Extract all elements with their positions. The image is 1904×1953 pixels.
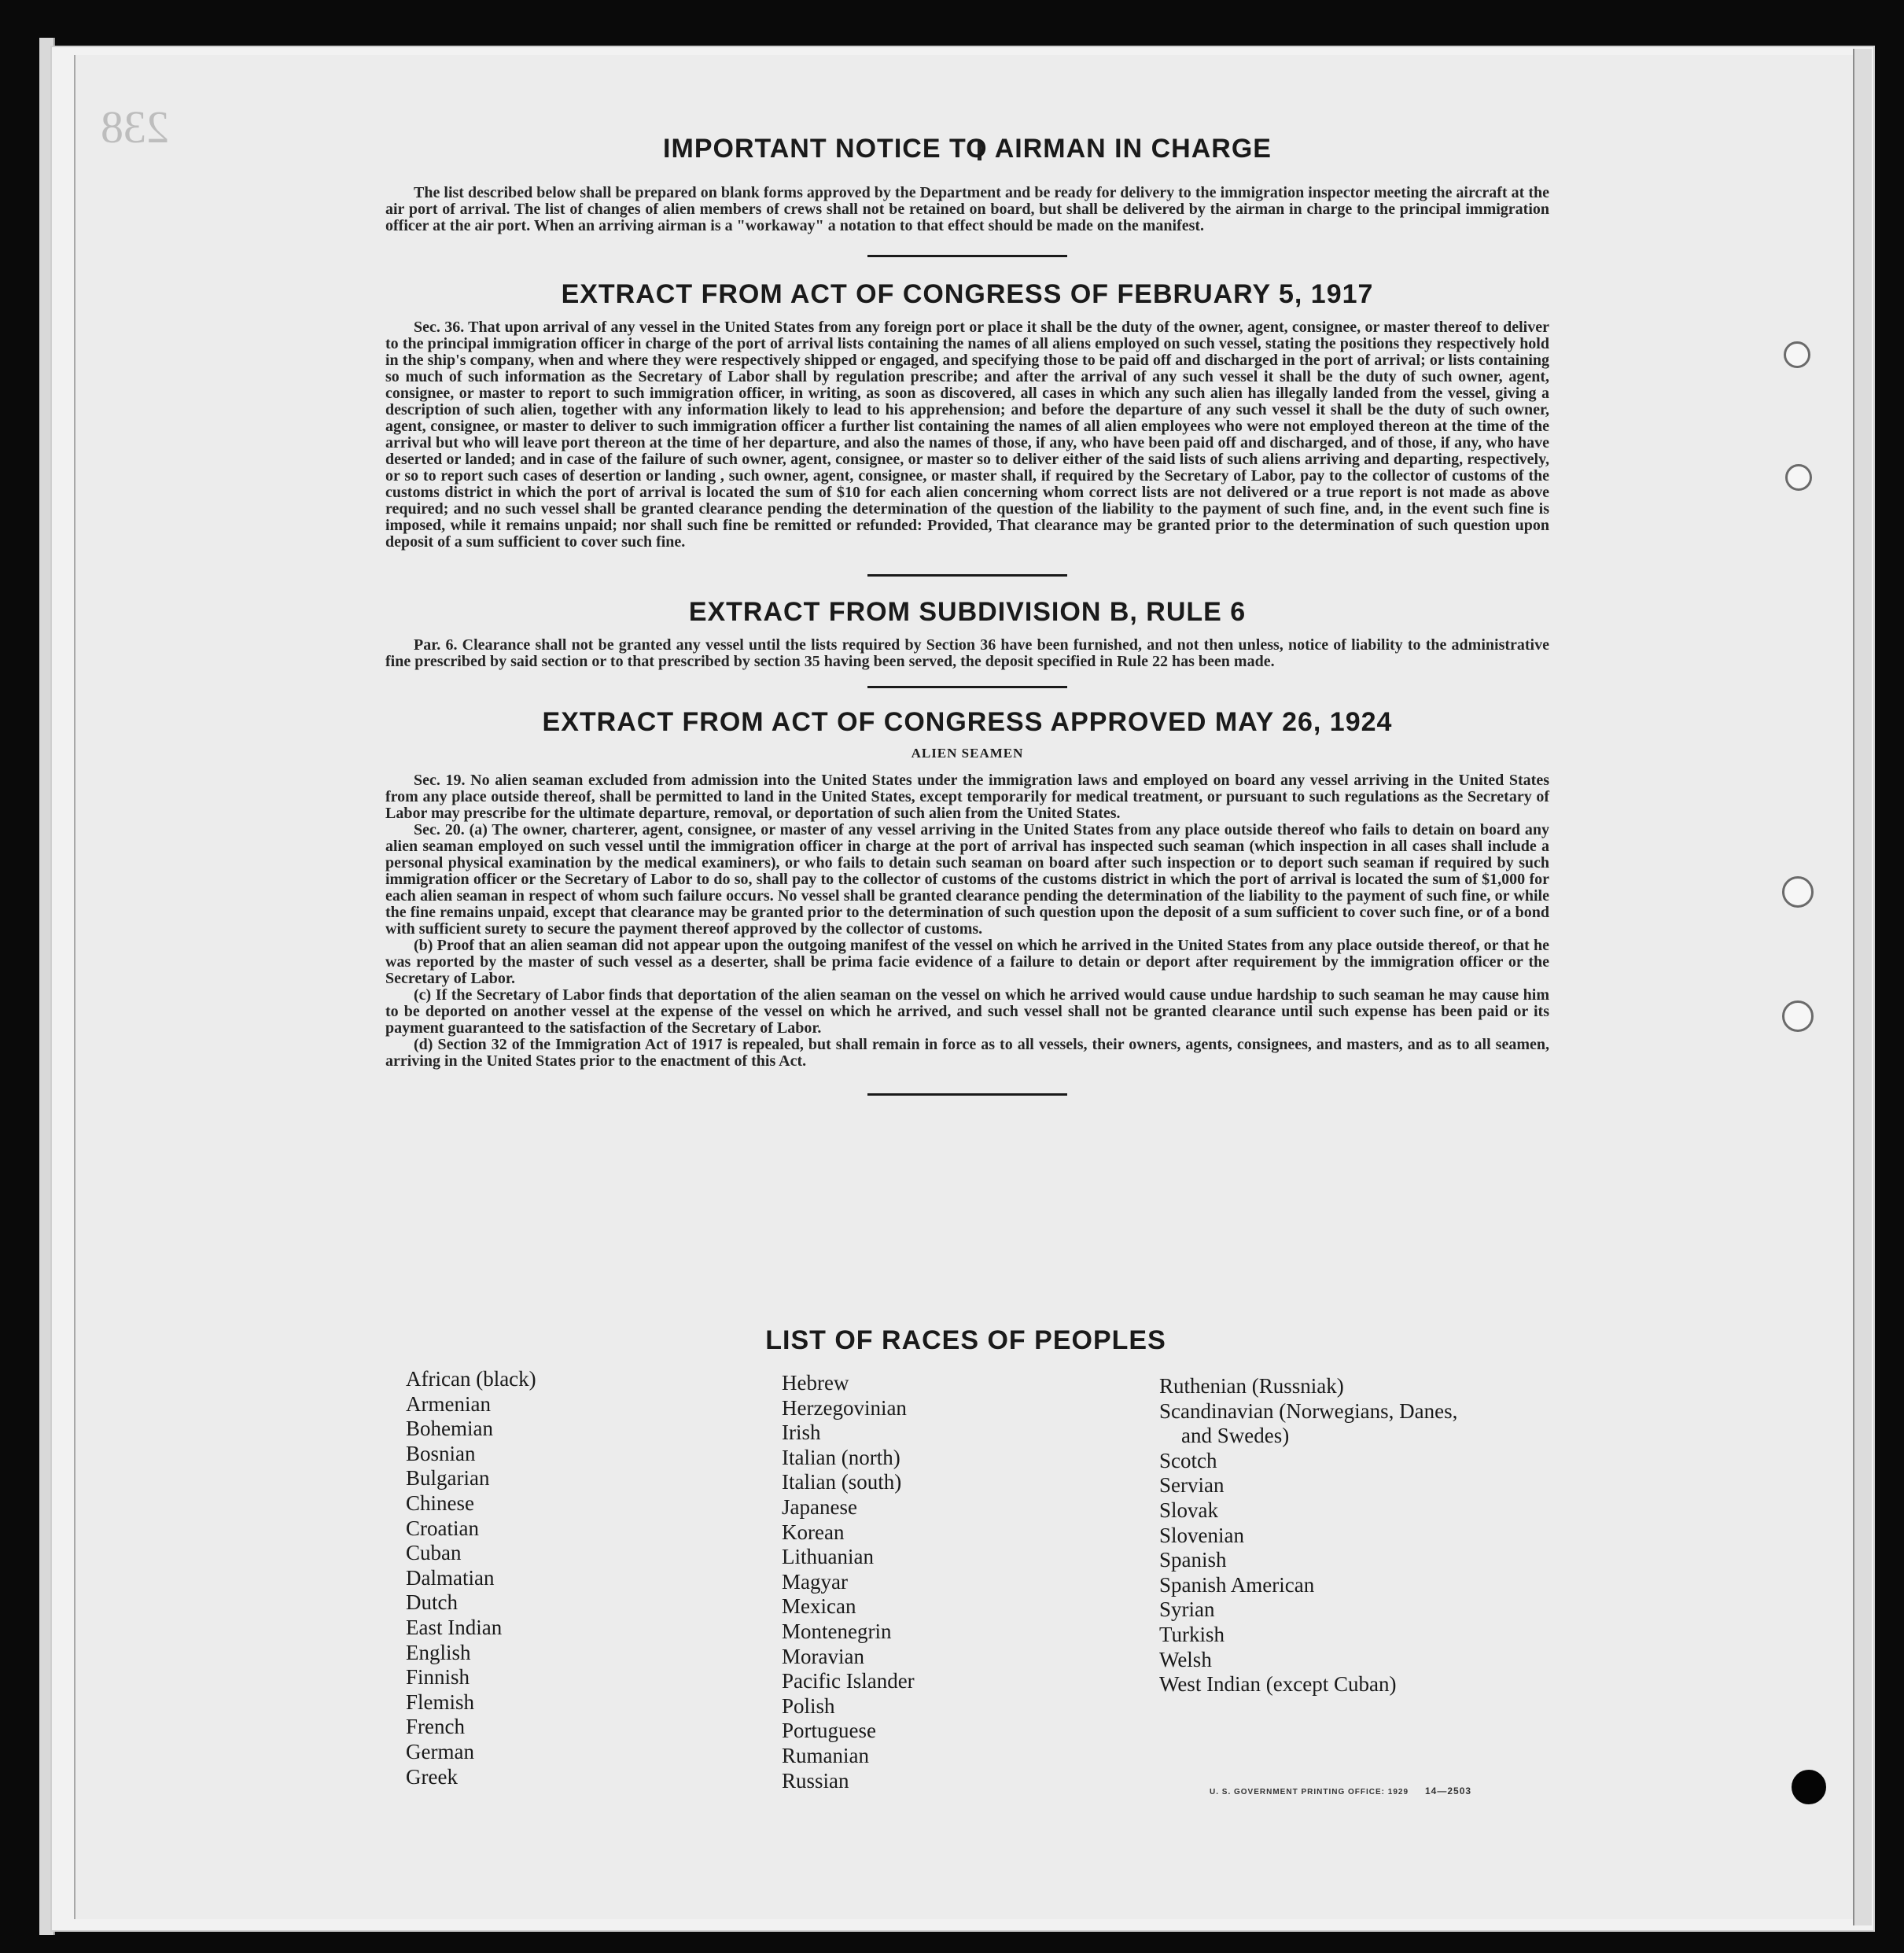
race-item: Scandinavian (Norwegians, Danes, [1159,1398,1458,1423]
race-item: African (black) [406,1367,536,1391]
race-item: Mexican [782,1594,856,1619]
race-item: East Indian [406,1615,503,1639]
notice-title: IMPORTANT NOTICE TO AIRMAN IN CHARGE [663,134,1272,164]
race-item: Chinese [406,1491,474,1515]
race-item: Welsh [1159,1647,1212,1671]
form-number: 14—2503 [1425,1785,1472,1796]
races-column-1 [406,1367,536,1789]
section-divider-2 [867,574,1067,577]
binder-hole-5 [1792,1770,1826,1804]
race-item: Hebrew [782,1371,849,1395]
race-item: Slovenian [1159,1523,1244,1547]
races-column-3 [1159,1374,1457,1697]
race-item: Spanish [1159,1548,1227,1572]
race-item: Croatian [406,1516,479,1540]
race-item: West Indian (except Cuban) [1159,1672,1397,1697]
race-item: Irish [782,1421,821,1445]
document-content [385,134,1549,1096]
binder-hole-1 [1784,341,1810,368]
race-item: Syrian [1159,1597,1215,1622]
race-item: German [406,1739,474,1763]
race-item: Scotch [1159,1448,1217,1472]
page-right-edge [1853,49,1872,1925]
rule6-title: EXTRACT FROM SUBDIVISION B, RULE 6 [688,597,1247,627]
extract-1917-title: EXTRACT FROM ACT OF CONGRESS OF FEBRUARY 5, 1917 [561,279,1374,309]
race-item: Cuban [406,1541,462,1565]
section-divider-4 [867,1093,1067,1096]
race-item: Rumanian [782,1743,869,1767]
binder-hole-2 [1785,464,1812,491]
race-item: Japanese [782,1494,857,1519]
race-item: Greek [406,1764,458,1789]
sec20b-text: (b) Proof that an alien seaman did not appear upon the outgoing manifest of the vessel on which he arrived in the United States from any place outside thereof, or that he was reported by the master of such vessel as a deserter, shall be prima facie evidence of a failure to detain or deport after requirement by the immigration officer or the Secretary of Labor. [385,937,1549,987]
race-item: Magyar [782,1569,848,1594]
race-item: Bulgarian [406,1466,490,1491]
race-item: Finnish [406,1665,470,1690]
race-item: French [406,1715,465,1739]
race-item: Dutch [406,1590,458,1615]
race-item: Armenian [406,1391,491,1416]
binder-hole-3 [1782,876,1814,908]
binder-hole-4 [1782,1000,1814,1032]
rule6-text: Par. 6. Clearance shall not be granted any vessel until the lists required by Section 36 have been furnished, and not then unless, notice of liability to the administrative fine prescribed by said section or to that prescribed by section 35 having been served, the deposit specified in Rule 22 has been made. [385,636,1549,670]
race-item: Pacific Islander [782,1669,915,1693]
alien-seamen-subtitle: ALIEN SEAMEN [911,746,1024,761]
races-column-2 [782,1371,915,1793]
race-item: Polish [782,1693,835,1718]
sec20d-text: (d) Section 32 of the Immigration Act of 1917 is repealed, but shall remain in force as to all vessels, their owners, agents, consignees, and masters, and as to all seamen, arriving in the United States prior to the enactment of this Act. [385,1036,1549,1070]
notice-text: The list described below shall be prepared on blank forms approved by the Department and be ready for delivery to the immigration inspector meeting the aircraft at the air port of arrival. The list of changes of alien members of crews shall not be retained on board, but shall be delivered by the airman in charge to the principal immigration officer at the air port. When an arriving airman is a "workaway" a notation to that effect should be made on the manifest. [385,184,1549,234]
sec20c-text: (c) If the Secretary of Labor finds that deportation of the alien seaman on the vessel on which he arrived would cause undue hardship to such seaman he may cause him to be deported on another vessel at the expense of the vessel on which he arrived, and such vessel shall not be granted clearance until such expense has been paid or its payment guaranteed to the satisfaction of the Secretary of Labor. [385,986,1549,1037]
race-item: Portuguese [782,1719,876,1743]
race-item: Bosnian [406,1441,476,1465]
race-item: Russian [782,1768,849,1793]
race-item: Italian (south) [782,1470,902,1494]
sec20a-text: Sec. 20. (a) The owner, charterer, agent, consignee, or master of any vessel arriving in the United States from any place outside thereof who fails to detain on board any alien seaman employed on such vessel until the immigration officer in charge at the port of arrival has inspected such seaman (which inspection in all cases shall include a personal physical examination by the medical examiners), or who fails to detain such seaman on board after such inspection or to deport such seaman if required by such immigration officer or the Secretary of Labor to do so, shall pay to the collector of customs of the customs district in which the port of arrival is located the sum of $1,000 for each alien seaman in respect of whom such failure occurs. No vessel shall be granted clearance pending the determination of the liability to the payment of such fine, or while the fine remains unpaid, except that clearance may be granted prior to the determination of such question upon the deposit of a sum sufficient to cover such fine, or of a bond with sufficient surety to secure the payment thereof approved by the collector of customs. [385,821,1549,938]
race-item: and Swedes) [1181,1424,1290,1448]
race-item: Montenegrin [782,1619,892,1643]
race-item: Flemish [406,1690,475,1714]
race-item: Moravian [782,1644,864,1668]
race-item: English [406,1640,471,1664]
race-item: Spanish American [1159,1572,1315,1597]
extract-1917-text: Sec. 36. That upon arrival of any vessel in the United States from any foreign port or place it shall be the duty of the owner, agent, consignee, or master thereof to deliver to the principal immigration officer in charge of the port of arrival lists containing the names of all aliens employed on such vessel, stating the positions they respectively hold in the ship's company, when and where they were respectively shipped or engaged, and specifying those to be paid off and discharged in the port of arrival; or lists containing so much of such information as the Secretary of Labor shall by regulation prescribe; and after the arrival of any such vessel it shall be the duty of such owner, agent, consignee, or master to report to such immigration officer, in writing, as soon as discovered, all cases in which any such alien has illegally landed from the vessel, giving a description of such alien, together with any information likely to lead to his apprehension; and before the departure of any such vessel it shall be the duty of such owner, agent, consignee, or master to deliver to such immigration officer a further list containing the names of all alien employees who were not employed thereon at the time of the arrival but who will leave port thereon at the time of her departure, and also the names of those, if any, who have been paid off and discharged, and of those, if any, who have deserted or landed; and in case of the failure of such owner, agent, consignee, or master so to deliver either of the said lists of such aliens arriving and departing, respectively, or so to report such cases of desertion or landing , such owner, agent, consignee, or master shall, if required by the Secretary of Labor, pay to the collector of customs of the customs district in which the port of arrival is located the sum of $10 for each alien concerning whom correct lists are not delivered or a true report is not made as above required; and no such vessel shall be granted clearance pending the determination of the question of the liability to the payment of such fine, and, in the event such fine is imposed, while it remains unpaid; nor shall such fine be remitted or refunded: Provided, That clearance may be granted prior to the determination of such question upon deposit of a sum sufficient to cover such fine. [385,319,1549,551]
race-item: Korean [782,1520,845,1544]
race-item: Italian (north) [782,1445,900,1469]
section-divider-3 [867,686,1067,688]
race-item: Servian [1159,1473,1225,1498]
race-item: Lithuanian [782,1545,874,1569]
page-number-bleed: 238 [101,101,169,153]
race-item: Dalmatian [406,1565,495,1590]
section-divider-1 [867,255,1067,257]
race-item: Ruthenian (Russniak) [1159,1374,1344,1398]
race-item: Herzegovinian [782,1395,907,1420]
extract-1924-title: EXTRACT FROM ACT OF CONGRESS APPROVED MAY 26, 1924 [542,707,1393,737]
race-item: Slovak [1159,1498,1219,1522]
races-title: LIST OF RACES OF PEOPLES [765,1325,1166,1355]
printing-office-imprint: U. S. GOVERNMENT PRINTING OFFICE: 1929 [1210,1788,1409,1796]
race-item: Turkish [1159,1622,1225,1646]
sec19-text: Sec. 19. No alien seaman excluded from admission into the United States under the immigration laws and employed on board any vessel arriving in the United States from any place outside thereof, shall be permitted to land in the United States, except temporarily for medical treatment, or pursuant to such regulations as the Secretary of Labor may prescribe for the ultimate departure, removal, or deportation of such alien from the United States. [385,772,1549,822]
race-item: Bohemian [406,1417,493,1441]
